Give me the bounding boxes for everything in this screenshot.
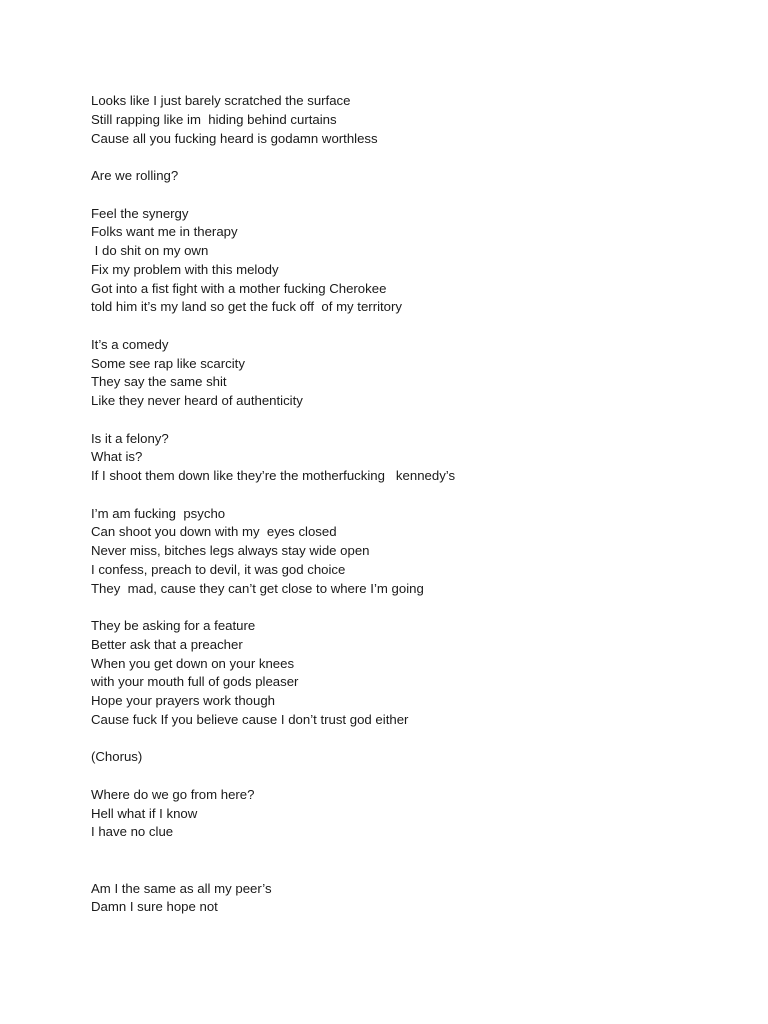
lyric-line: Looks like I just barely scratched the surface <box>91 93 351 108</box>
lyric-line: with your mouth full of gods pleaser <box>91 674 299 690</box>
blank-line <box>91 842 731 861</box>
lyric-line: I’m am fucking psycho <box>91 505 226 521</box>
lyric-line: They say the same shit <box>91 374 227 390</box>
blank-line <box>91 730 731 749</box>
lyric-line: Got into a fist fight with a mother fucking Cherokee <box>91 280 387 296</box>
lyric-line: They mad, cause they can’t get close to where I’m going <box>91 580 424 596</box>
lyric-line: Never miss, bitches legs always stay wide open <box>91 543 370 558</box>
lyrics-text-block <box>91 92 731 917</box>
lyric-line: I do shit on my own <box>91 243 209 258</box>
section-label: (Chorus) <box>91 749 143 765</box>
lyric-line: Folks want me in therapy <box>91 224 238 240</box>
lyric-line: I confess, preach to devil, it was god choice <box>91 561 346 577</box>
lyric-line: Hell what if I know <box>91 805 198 821</box>
lyric-line: Still rapping like im hiding behind curtains <box>91 111 337 127</box>
blank-line <box>91 317 731 336</box>
lyric-line: Feel the synergy <box>91 205 189 221</box>
blank-line <box>91 598 731 617</box>
lyric-line: They be asking for a feature <box>91 618 256 633</box>
lyric-line: told him it’s my land so get the fuck off of my territory <box>91 299 403 315</box>
lyric-line: Where do we go from here? <box>91 786 255 802</box>
lyric-line: I have no clue <box>91 824 174 840</box>
blank-line <box>91 186 731 205</box>
blank-line <box>91 486 731 505</box>
lyric-line: Hope your prayers work though <box>91 693 275 708</box>
lyric-line: Am I the same as all my peer’s <box>91 880 272 896</box>
lyric-line: Cause all you fucking heard is godamn worthless <box>91 130 378 146</box>
lyric-line: Can shoot you down with my eyes closed <box>91 524 337 540</box>
lyric-line: Cause fuck If you believe cause I don’t trust god either <box>91 711 409 727</box>
lyric-line: When you get down on your knees <box>91 655 295 671</box>
lyric-line: What is? <box>91 449 143 465</box>
blank-line <box>91 148 731 167</box>
lyric-line: Are we rolling? <box>91 168 179 183</box>
lyric-line: It’s a comedy <box>91 336 169 352</box>
lyric-line: Better ask that a preacher <box>91 636 243 652</box>
lyric-line: If I shoot them down like they’re the motherfucking kennedy’s <box>91 468 456 483</box>
lyric-line: Fix my problem with this melody <box>91 261 279 277</box>
lyric-line: Is it a felony? <box>91 430 169 446</box>
blank-line <box>91 861 731 880</box>
lyric-line: Damn I sure hope not <box>91 899 218 915</box>
blank-line <box>91 767 731 786</box>
lyric-line: Like they never heard of authenticity <box>91 393 303 408</box>
blank-line <box>91 411 731 430</box>
lyric-line: Some see rap like scarcity <box>91 355 245 371</box>
